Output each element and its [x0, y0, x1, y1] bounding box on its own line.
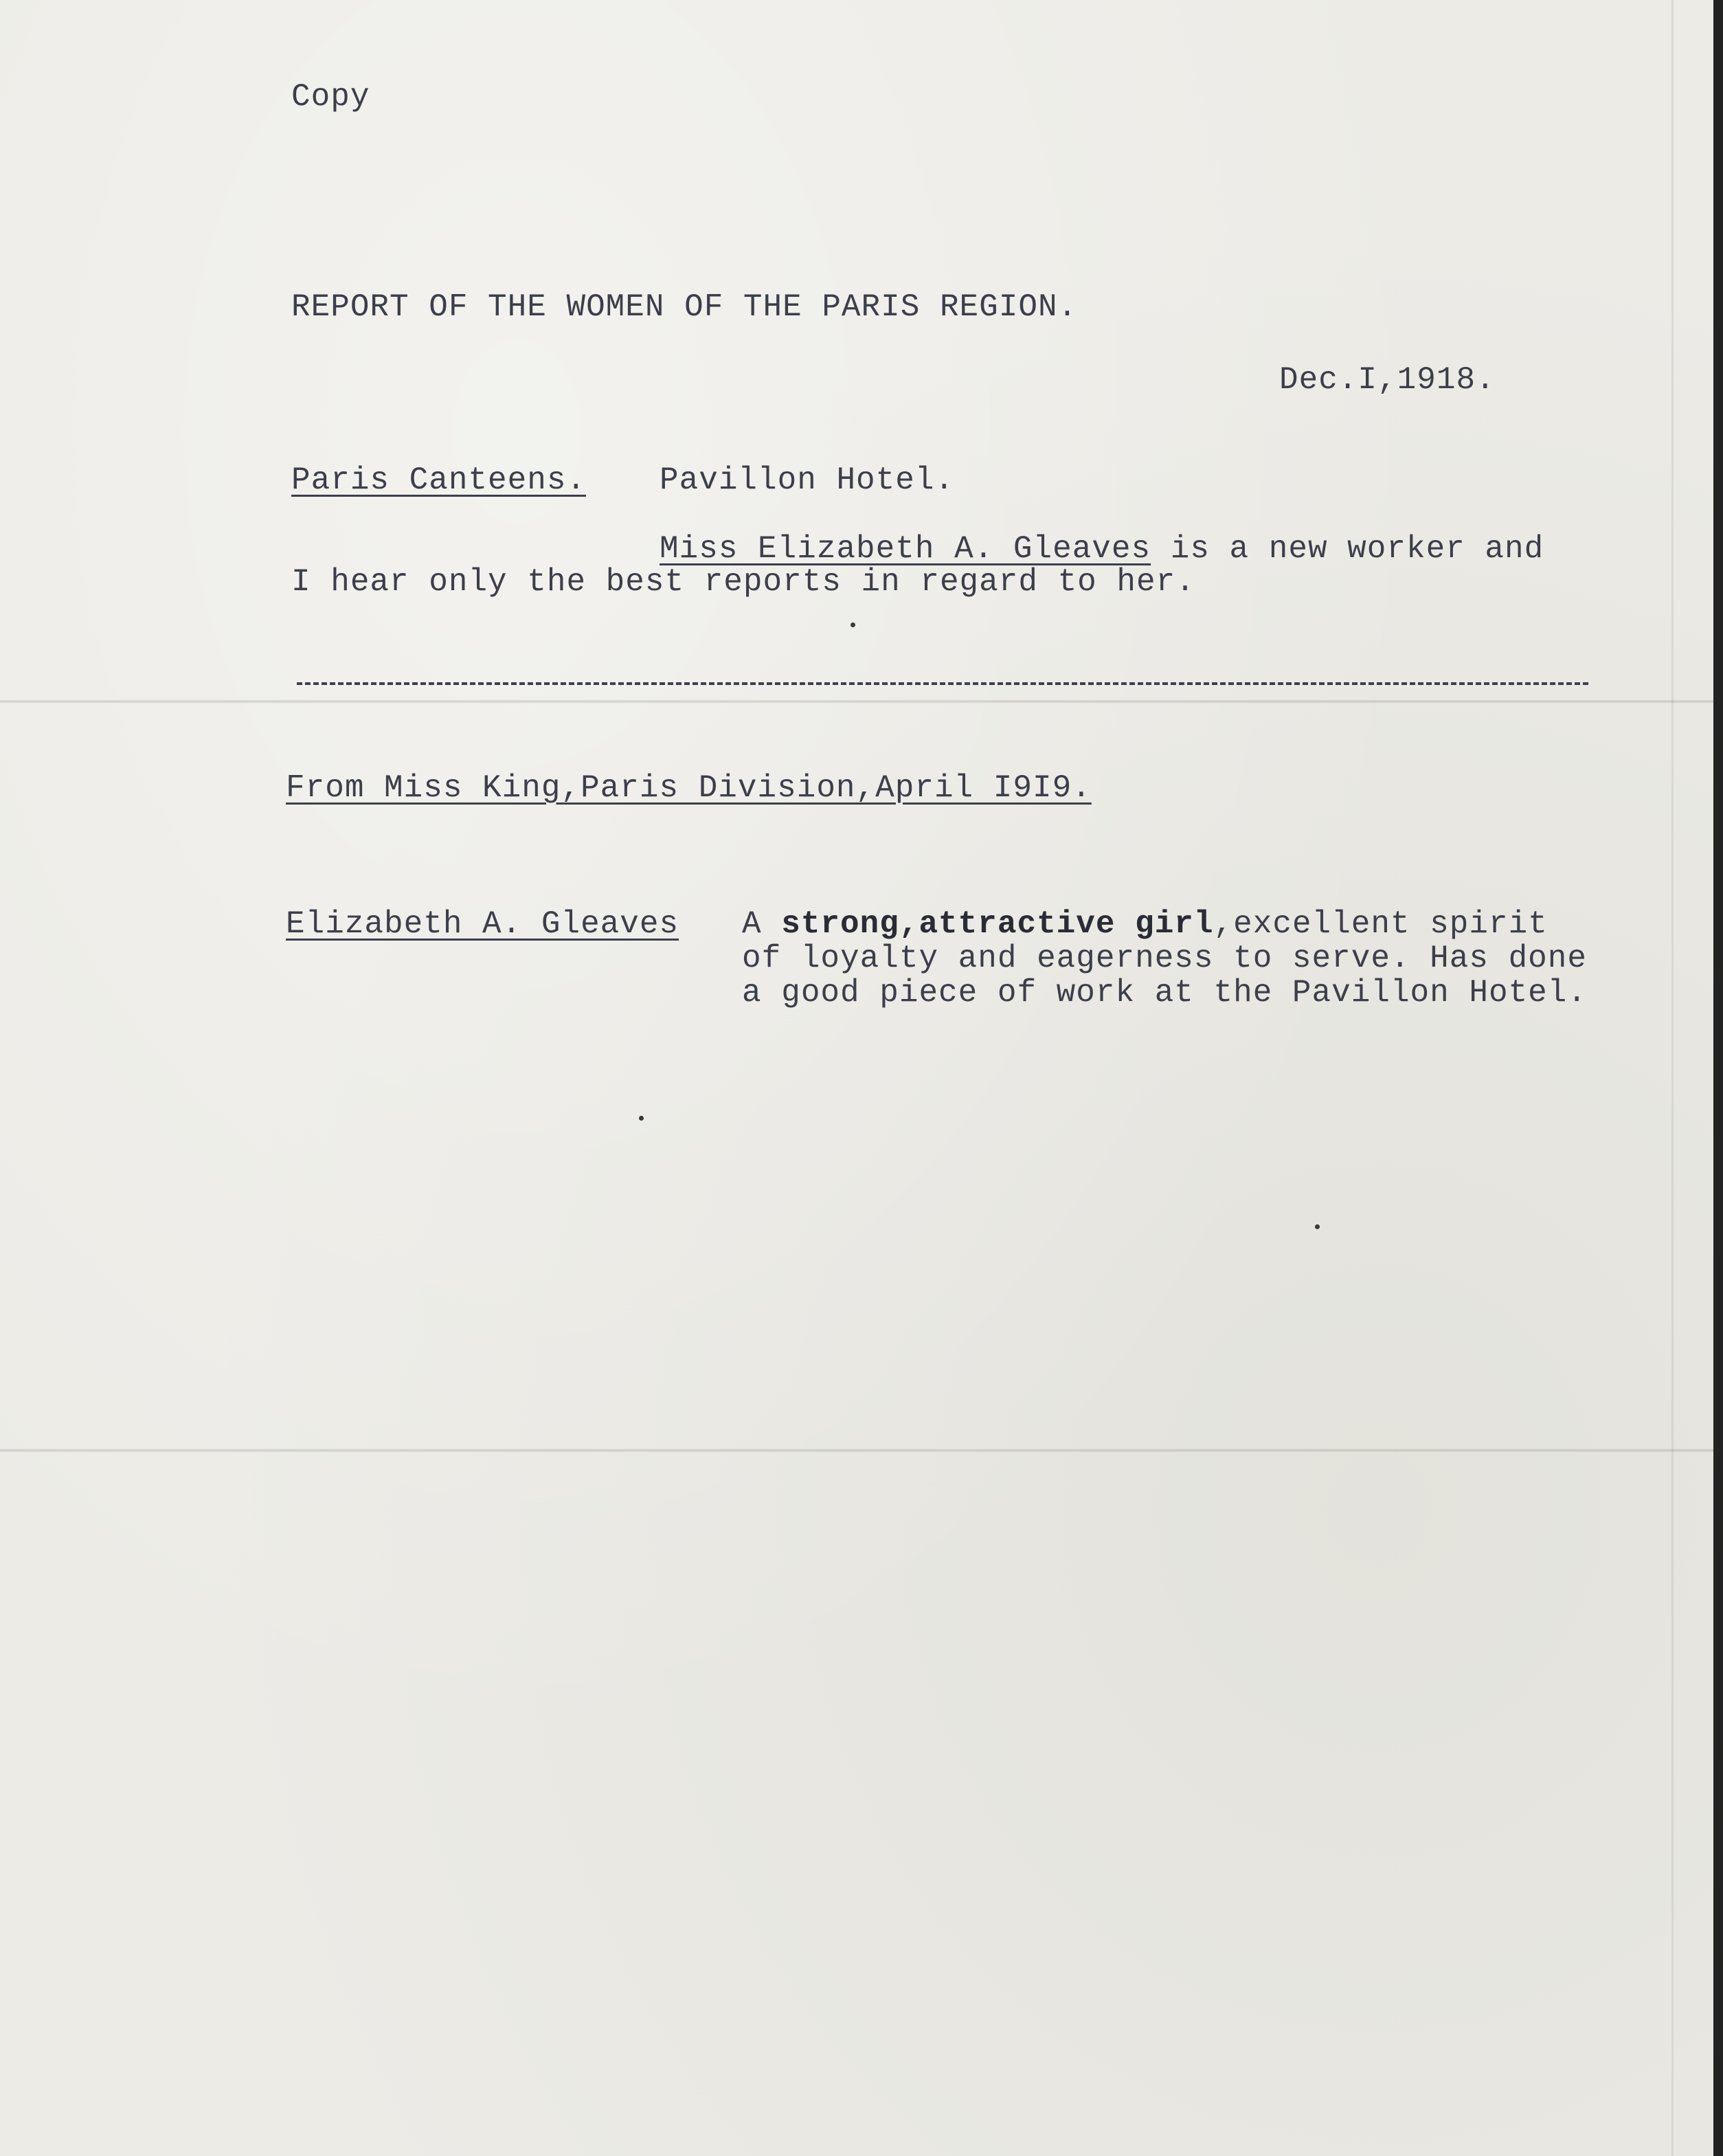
report-title: REPORT OF THE WOMEN OF THE PARIS REGION. [291, 289, 1078, 325]
subject-name: Elizabeth A. Gleaves [286, 906, 679, 942]
paper-speck [851, 622, 855, 627]
evaluation-line-2: of loyalty and eagerness to serve. Has done [742, 941, 1587, 976]
location-label: Pavillon Hotel. [660, 462, 955, 498]
note-line-2: I hear only the best reports in regard to her. [291, 564, 1195, 600]
second-report-heading: From Miss King,Paris Division,April I9I9. [286, 770, 1092, 806]
evaluation-line-1-start: A [742, 906, 782, 942]
section-divider [297, 682, 1588, 685]
paper-speck [639, 1116, 644, 1121]
note-line-1-rest: is a new worker and [1151, 531, 1544, 567]
scan-edge [1713, 0, 1723, 2156]
evaluation-line-3: a good piece of work at the Pavillon Hotel. [742, 975, 1587, 1011]
evaluation-line-1-end: ,excellent spirit [1213, 906, 1548, 942]
copy-mark: Copy [291, 79, 370, 115]
evaluation-bold-phrase: strong,attractive girl [781, 906, 1214, 942]
worker-name: Miss Elizabeth A. Gleaves [660, 531, 1151, 567]
paper-fold-line [0, 699, 1713, 704]
paper-fold-line [0, 1448, 1713, 1452]
paper-fold-line [1671, 0, 1674, 2156]
evaluation-line-1 [742, 908, 1548, 940]
paper-speck [1315, 1224, 1320, 1229]
note-line-1 [660, 533, 1544, 565]
report-date: Dec.I,1918. [1279, 362, 1496, 398]
section-heading: Paris Canteens. [291, 462, 587, 498]
